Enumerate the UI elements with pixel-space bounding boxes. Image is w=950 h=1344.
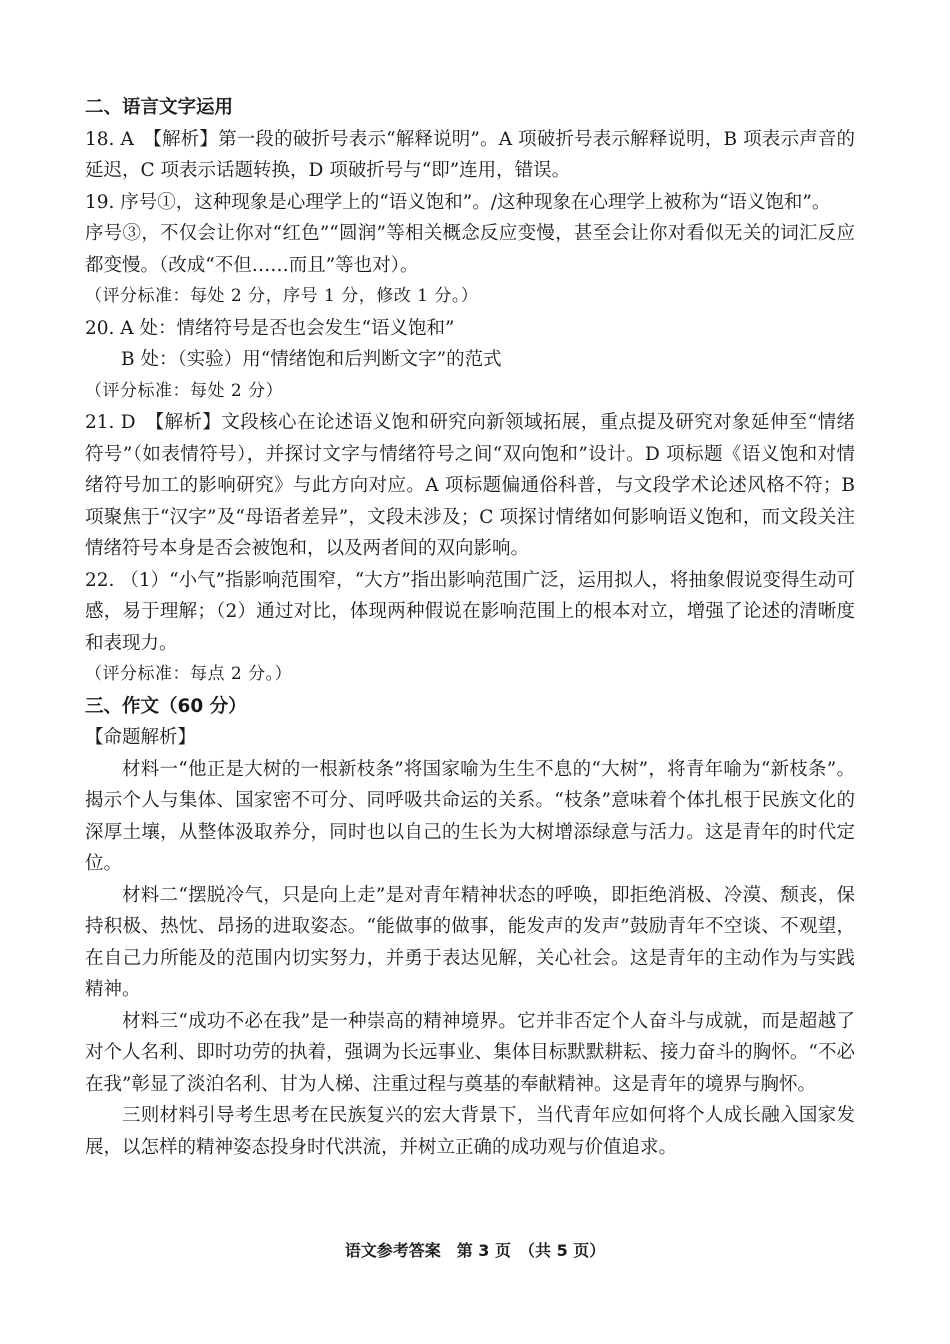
answer-20-scoring: （评分标准：每处 2 分）	[85, 380, 284, 401]
answer-22-scoring: （评分标准：每点 2 分。）	[85, 664, 293, 684]
essay-analysis-material-3: 材料三“成功不必在我”是一种崇高的精神境界。它并非否定个人奋斗与成就，而是超越了对个人名利、即时功劳的执着，强调为长远事业、集体目标默默耕耘、接力奋斗的胸怀。“不必在我”彰显了淡泊名利、甘为人梯、注重过程与奠基的奉献精神。这是青年的境界与胸怀。	[85, 1010, 855, 1095]
answer-19-part-1: 19. 序号①，这种现象是心理学上的“语义饱和”。/这种现象在心理学上被称为“语义饱和”。	[85, 191, 831, 213]
answer-20-part-b: B 处：（实验）用“情绪饱和后判断文字”的范式	[121, 349, 502, 370]
section-3-title: 三、作文（60 分）	[85, 695, 247, 717]
page-footer: 语文参考答案 第 3 页 （共 5 页）	[344, 1241, 606, 1260]
answer-18: 18. A 【解析】第一段的破折号表示“解释说明”。A 项破折号表示解释说明，B 项表示声音的延迟，C 项表示话题转换，D 项破折号与“即”连用，错误。	[85, 128, 855, 181]
answer-21: 21. D 【解析】文段核心在论述语义饱和研究向新领域拓展，重点提及研究对象延伸至“情绪符号”（如表情符号），并探讨文字与情绪符号之间“双向饱和”设计。D 项标题《语义饱和对情绪符号加工的影响研究》与此方向对应。A 项标题偏通俗科普，与文段学术论述风格不符；B 项聚焦于“汉字”及“母语者差异”，文段未涉及；C 项探讨情绪如何影响语义饱和，而文段关注情绪符号本身是否会被饱和，以及两者间的双向影响。	[85, 412, 855, 559]
page-content	[85, 92, 855, 1163]
essay-analysis-material-2: 材料二“摆脱冷气，只是向上走”是对青年精神状态的呼唤，即拒绝消极、冷漠、颓丧，保持积极、热忱、昂扬的进取姿态。“能做事的做事，能发声的发声”鼓励青年不空谈、不观望，在自己力所能及的范围内切实努力，并勇于表达见解，关心社会。这是青年的主动作为与实践精神。	[85, 884, 855, 1000]
answer-22: 22. （1）“小气”指影响范围窄，“大方”指出影响范围广泛，运用拟人，将抽象假说变得生动可感，易于理解；（2）通过对比，体现两种假说在影响范围上的根本对立，增强了论述的清晰度和表现力。	[85, 569, 855, 654]
answer-19-scoring: （评分标准：每处 2 分，序号 1 分，修改 1 分。）	[85, 286, 479, 306]
answer-19-part-2: 序号③，不仅会让你对“红色”“圆润”等相关概念反应变慢，甚至会让你对看似无关的词汇反应都变慢。（改成“不但……而且”等也对）。	[85, 223, 855, 276]
answer-20-part-a: 20. A 处：情绪符号是否也会发生“语义饱和”	[85, 317, 455, 339]
section-2-title: 二、语言文字运用	[85, 97, 234, 118]
section-3-subtitle: 【命题解析】	[85, 727, 197, 748]
essay-analysis-summary: 三则材料引导考生思考在民族复兴的宏大背景下，当代青年应如何将个人成长融入国家发展，以怎样的精神姿态投身时代洪流，并树立正确的成功观与价值追求。	[85, 1105, 855, 1158]
essay-analysis-material-1: 材料一“他正是大树的一根新枝条”将国家喻为生生不息的“大树”，将青年喻为“新枝条”。揭示个人与集体、国家密不可分、同呼吸共命运的关系。“枝条”意味着个体扎根于民族文化的深厚土壤，从整体汲取养分，同时也以自己的生长为大树增添绿意与活力。这是青年的时代定位。	[85, 758, 855, 874]
